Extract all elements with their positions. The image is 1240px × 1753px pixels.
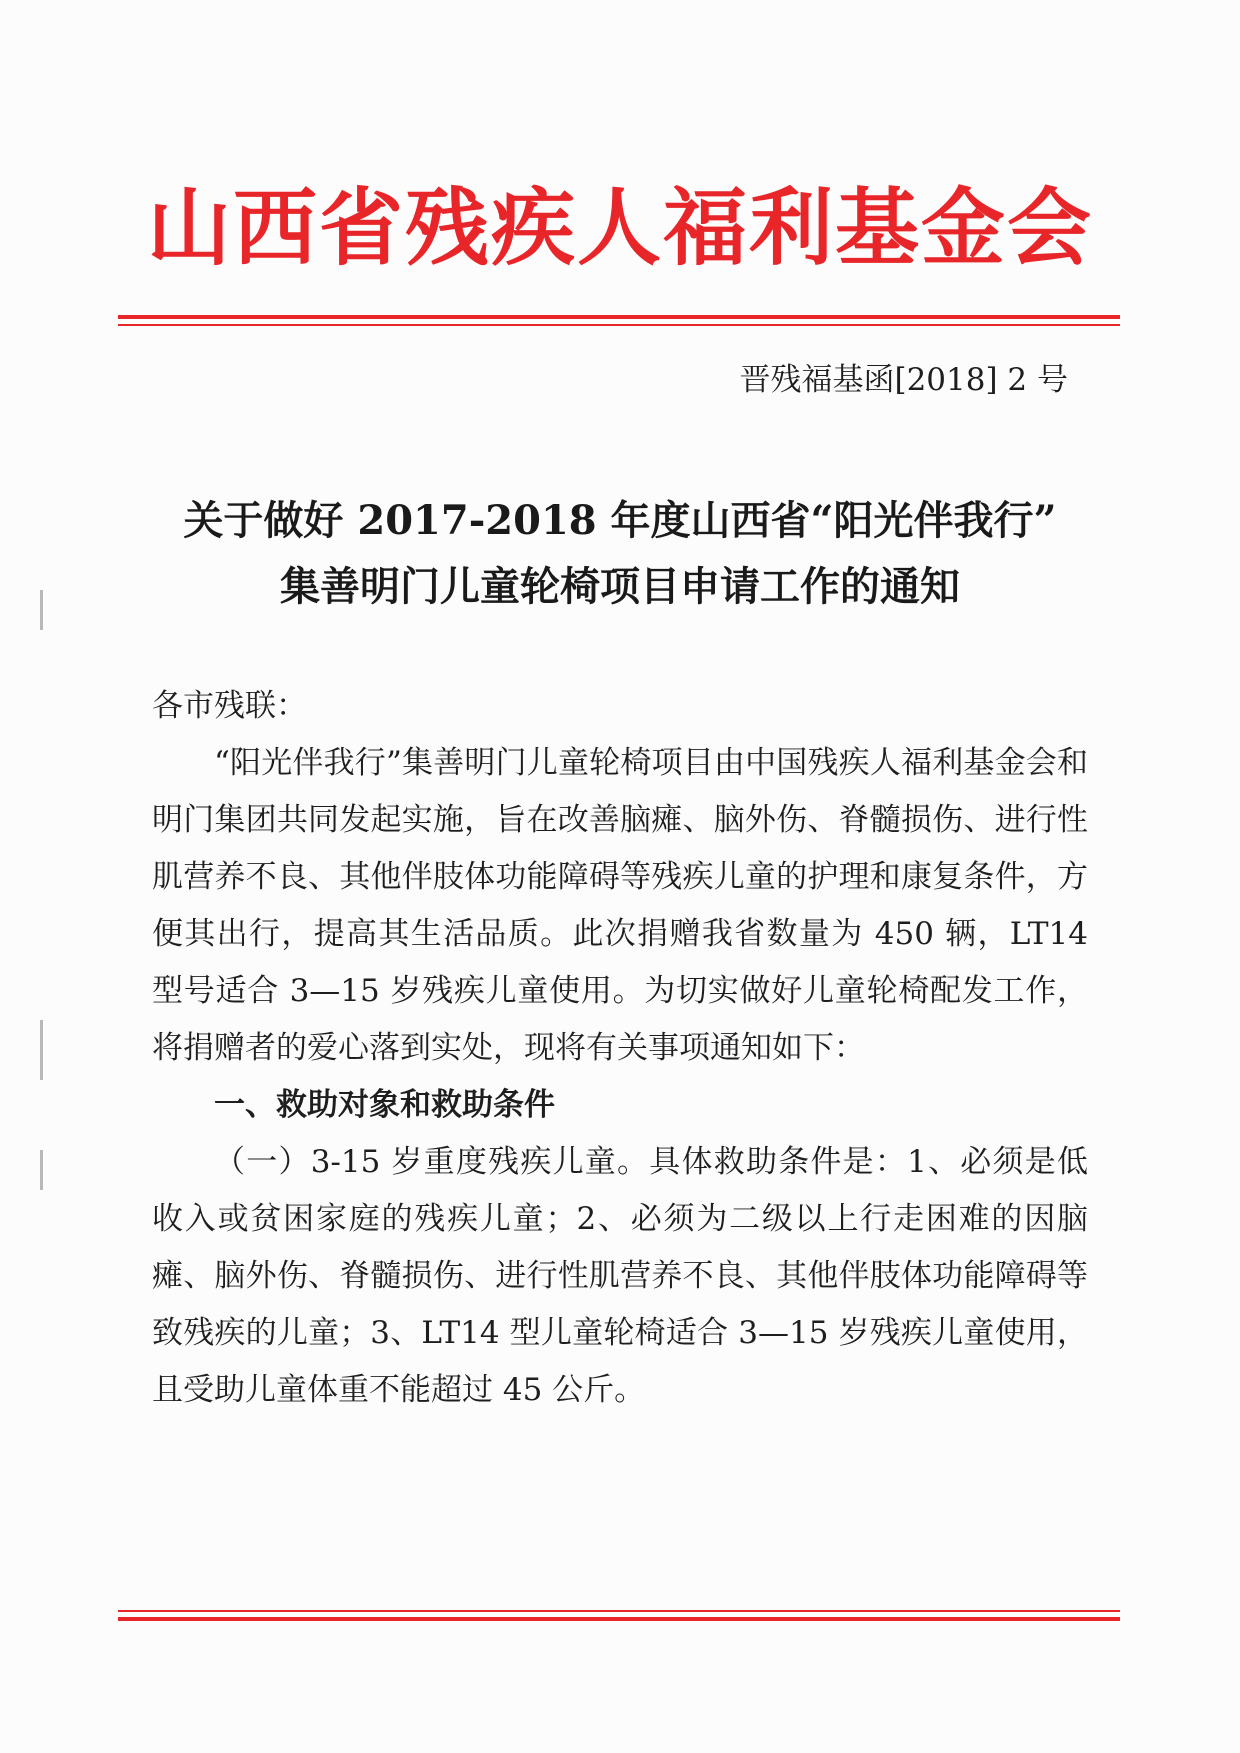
- paragraph-intro: “阳光伴我行”集善明门儿童轮椅项目由中国残疾人福利基金会和明门集团共同发起实施，旨在改善脑瘫、脑外伤、脊髓损伤、进行性肌营养不良、其他伴肢体功能障碍等残疾儿童的护理和康复条件，方便其出行，提高其生活品质。此次捐赠我省数量为 450 辆，LT14 型号适合 3—15 岁残疾儿童使用。为切实做好儿童轮椅配发工作，将捐赠者的爱心落到实处，现将有关事项通知如下：: [152, 745, 1088, 1066]
- document-title: [0, 488, 1240, 620]
- scan-artifact: [40, 1150, 43, 1190]
- document-body: [152, 678, 1088, 1419]
- scan-artifact: [40, 1020, 43, 1080]
- letterhead-divider: [118, 315, 1120, 326]
- title-line-1: 关于做好 2017-2018 年度山西省“阳光伴我行”: [183, 497, 1057, 544]
- paragraph-conditions: （一）3-15 岁重度残疾儿童。具体救助条件是：1、必须是低收入或贫困家庭的残疾儿童；2、必须为二级以上行走困难的因脑瘫、脑外伤、脊髓损伤、进行性肌营养不良、其他伴肢体功能障碍等致残疾的儿童；3、LT14 型儿童轮椅适合 3—15 岁残疾儿童使用，且受助儿童体重不能超过 45 公斤。: [152, 1144, 1088, 1408]
- footer-divider: [118, 1610, 1120, 1621]
- title-line-2: 集善明门儿童轮椅项目申请工作的通知: [280, 563, 960, 610]
- document-number: 晋残福基函[2018] 2 号: [739, 362, 1068, 398]
- organization-letterhead: 山西省残疾人福利基金会: [146, 178, 1093, 277]
- salutation: 各市残联：: [152, 688, 307, 724]
- section-heading: 一、救助对象和救助条件: [214, 1087, 555, 1123]
